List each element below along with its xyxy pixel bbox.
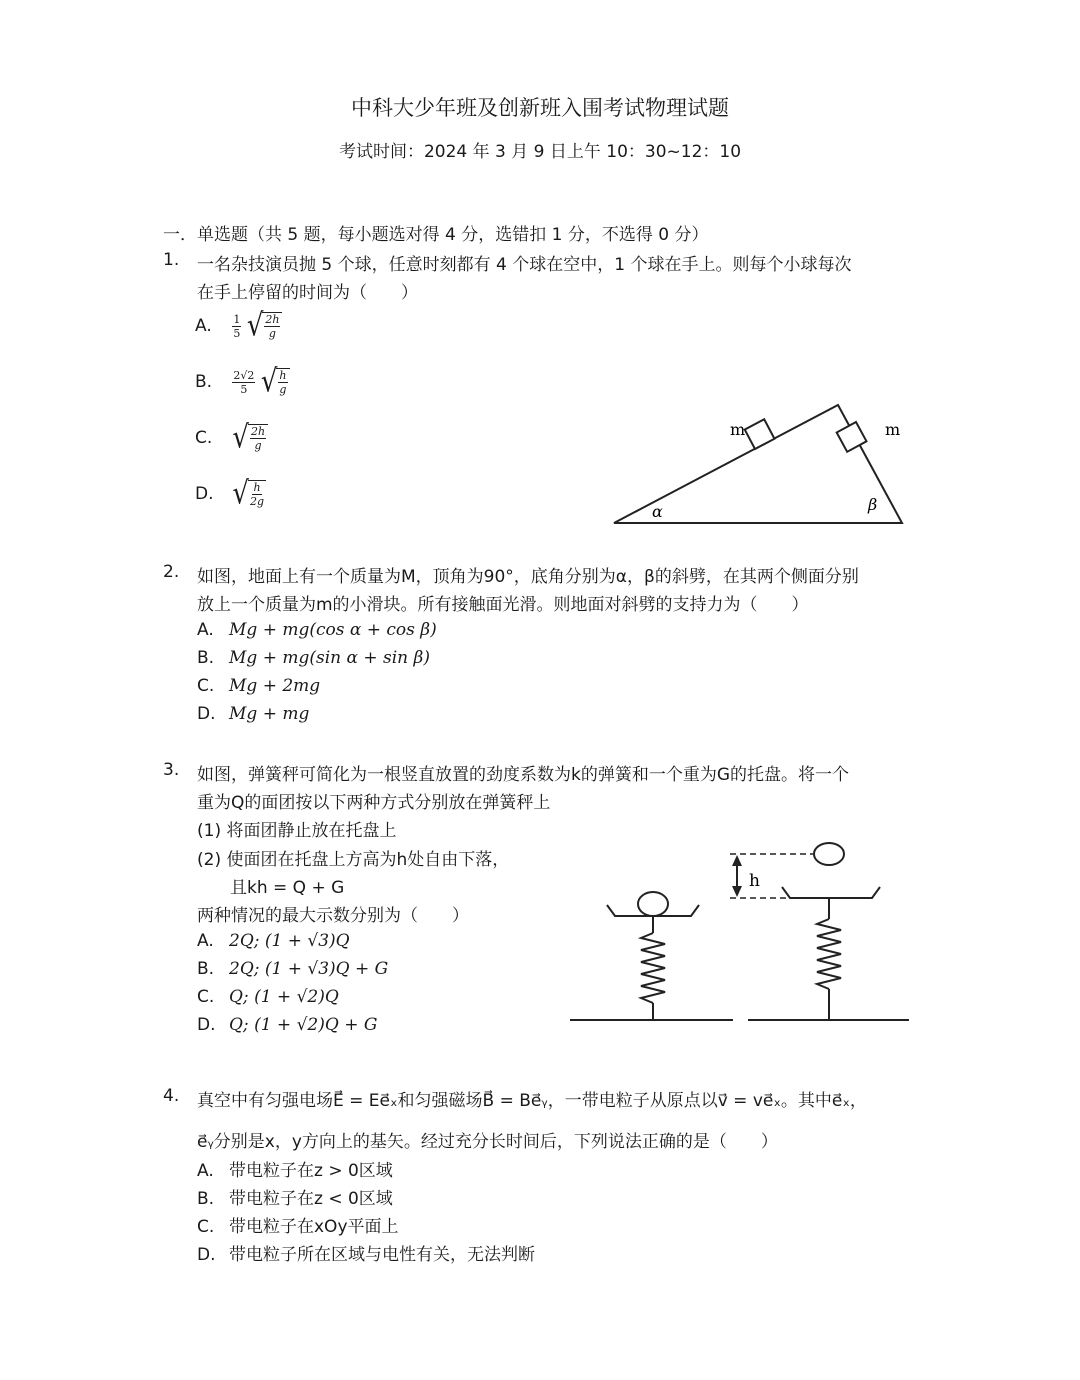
spring-right <box>817 919 841 989</box>
q3-option-c[interactable] <box>197 987 339 1007</box>
q3-option-a[interactable] <box>197 931 350 951</box>
q1-option-b[interactable] <box>195 364 290 400</box>
option-label: C. <box>195 428 213 448</box>
tray-right <box>782 887 880 898</box>
q1-option-d[interactable] <box>195 476 266 512</box>
option-label: C. <box>197 676 215 696</box>
q2-option-a[interactable] <box>197 620 437 640</box>
dough-right <box>814 843 844 865</box>
option-text: Mg + mg(sin α + sin β) <box>229 648 430 668</box>
q4-number: 4. <box>163 1086 180 1106</box>
q2-option-c[interactable] <box>197 676 320 696</box>
option-text: Mg + 2mg <box>229 676 321 696</box>
wedge-figure <box>600 395 930 535</box>
sqrt-expression: √ $\frac{h}{2g}$ <box>232 476 265 512</box>
height-label: h <box>749 871 760 891</box>
mass-label-right: m <box>885 420 901 439</box>
q3-case2: (2) 使面团在托盘上方高为h处自由下落， <box>197 850 510 870</box>
option-label: B. <box>197 1189 215 1209</box>
option-text: 2Q; (1 + √3)Q <box>229 931 350 951</box>
section-heading: 一．单选题（共 5 题，每小题选对得 4 分，选错扣 1 分，不选得 0 分） <box>163 225 709 245</box>
q4-option-d[interactable] <box>197 1240 535 1265</box>
option-text: 带电粒子所在区域与电性有关，无法判断 <box>229 1245 535 1265</box>
option-label: D. <box>195 484 214 504</box>
option-label: D. <box>197 704 216 724</box>
page-title: 中科大少年班及创新班入围考试物理试题 <box>351 96 729 120</box>
option-label: C. <box>197 987 215 1007</box>
q3-case2-condition: 且kh = Q + G <box>230 878 345 898</box>
q4-line1: 真空中有匀强电场E⃗ = Ee⃗ₓ和匀强磁场B⃗ = Be⃗ᵧ，一带电粒子从原点以v⃗ = ve⃗ₓ。其中e⃗ₓ， <box>197 1091 867 1111</box>
sqrt-expression: √ $\frac{2h}{g}$ <box>232 424 268 452</box>
option-label: A. <box>195 316 212 336</box>
q3-option-d[interactable] <box>197 1015 377 1035</box>
q4-option-c[interactable] <box>197 1212 399 1237</box>
q3-ask: 两种情况的最大示数分别为（ ） <box>197 906 469 926</box>
option-label: A. <box>197 1161 214 1181</box>
q2-option-d[interactable] <box>197 704 309 724</box>
option-label: B. <box>197 648 215 668</box>
exam-time: 考试时间：2024 年 3 月 9 日上午 10：30~12：10 <box>338 142 742 162</box>
option-label: B. <box>197 959 215 979</box>
q4-option-a[interactable] <box>197 1156 393 1181</box>
q3-option-b[interactable] <box>197 959 388 979</box>
option-text: Mg + mg <box>229 704 310 724</box>
q1-line1: 一名杂技演员抛 5 个球，任意时刻都有 4 个球在空中，1 个球在手上。则每个小球每次 <box>197 255 852 275</box>
q4-option-b[interactable] <box>197 1184 393 1209</box>
option-text: Mg + mg(cos α + cos β) <box>229 620 437 640</box>
q2-number: 2. <box>163 562 180 582</box>
option-text: 带电粒子在z < 0区域 <box>229 1189 393 1209</box>
mass-label-left: m <box>730 420 746 439</box>
option-text: Q; (1 + √2)Q <box>229 987 339 1007</box>
option-label: B. <box>195 372 213 392</box>
q2-option-b[interactable] <box>197 648 430 668</box>
option-text: 带电粒子在xOy平面上 <box>229 1217 399 1237</box>
spring-left <box>641 933 665 1003</box>
coef-fraction: $\frac{2√2}{5}$ <box>233 368 255 396</box>
q1-option-c[interactable] <box>195 420 268 456</box>
q2-line2: 放上一个质量为m的小滑块。所有接触面光滑。则地面对斜劈的支持力为（ ） <box>197 595 809 615</box>
spring-scale-figure <box>565 835 915 1030</box>
q1-option-a[interactable] <box>195 308 282 344</box>
q4-line2: e⃗ᵧ分别是x，y方向上的基矢。经过充分长时间后，下列说法正确的是（ ） <box>197 1132 778 1152</box>
option-text: Q; (1 + √2)Q + G <box>229 1015 378 1035</box>
option-label: A. <box>197 931 214 951</box>
angle-alpha: α <box>652 502 663 521</box>
option-label: D. <box>197 1015 216 1035</box>
option-label: A. <box>197 620 214 640</box>
option-text: 2Q; (1 + √3)Q + G <box>229 959 389 979</box>
sqrt-expression: √ $\frac{2h}{g}$ <box>247 312 283 340</box>
q3-line2: 重为Q的面团按以下两种方式分别放在弹簧秤上 <box>197 793 551 813</box>
sqrt-expression: √ $\frac{h}{g}$ <box>261 368 290 396</box>
dough-left <box>638 892 668 916</box>
q1-line2: 在手上停留的时间为（ ） <box>197 283 418 303</box>
q3-case1: (1) 将面团静止放在托盘上 <box>197 821 397 841</box>
q2-line1: 如图，地面上有一个质量为M，顶角为90°，底角分别为α，β的斜劈，在其两个侧面分别 <box>197 567 859 587</box>
q1-number: 1. <box>163 250 180 270</box>
option-label: D. <box>197 1245 216 1265</box>
option-text: 带电粒子在z > 0区域 <box>229 1161 393 1181</box>
option-label: C. <box>197 1217 215 1237</box>
angle-beta: β <box>868 495 878 514</box>
left-block <box>745 419 775 449</box>
q3-line1: 如图，弹簧秤可简化为一根竖直放置的劲度系数为k的弹簧和一个重为G的托盘。将一个 <box>197 765 850 785</box>
coef-fraction: $\frac{1}{5}$ <box>233 312 241 340</box>
q3-number: 3. <box>163 760 180 780</box>
